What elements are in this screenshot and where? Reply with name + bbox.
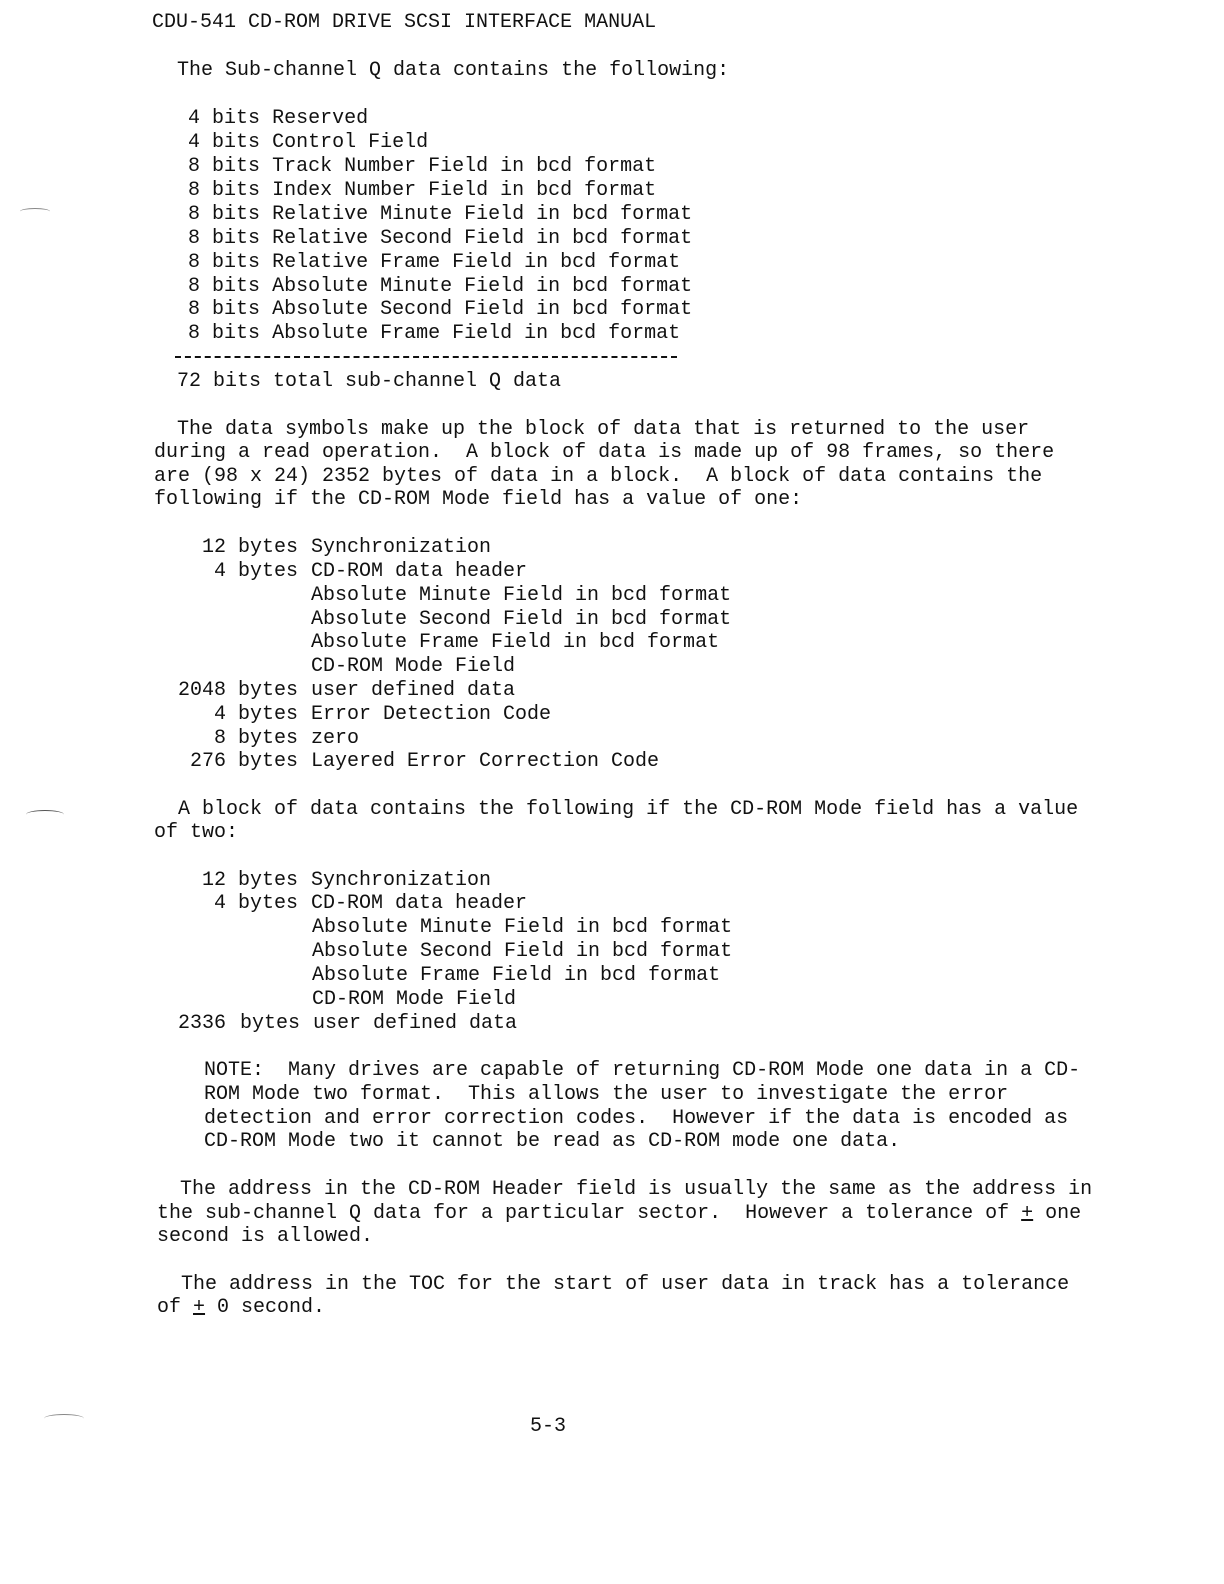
field-size: 4 [188, 131, 201, 154]
subq-total: 72 bits total sub-channel Q data [177, 370, 562, 393]
block-row-desc: Error Detection Code [311, 703, 552, 726]
subq-field-row [188, 275, 692, 299]
block-row-size: 8 [213, 727, 226, 750]
field-size: 8 [188, 203, 201, 226]
subq-field-row [188, 251, 680, 275]
paragraph-text: 0 second. [205, 1296, 326, 1319]
field-desc: Control Field [272, 131, 429, 154]
block-row-desc: Synchronization [311, 536, 492, 559]
field-desc: Index Number Field in bcd format [272, 179, 657, 202]
paragraph-line [157, 1296, 325, 1320]
paragraph-line: during a read operation. A block of data is made up of 98 frames, so there [154, 441, 1055, 464]
field-desc: Absolute Frame Field in bcd format [272, 322, 681, 345]
block-row-desc: user defined data [313, 1012, 518, 1035]
block-row-desc: Absolute Minute Field in bcd format [311, 584, 732, 607]
block-row-desc: CD-ROM Mode Field [312, 988, 517, 1011]
paragraph-line: are (98 x 24) 2352 bytes of data in a block. A block of data contains the [154, 465, 1043, 488]
block-row-unit: bytes [238, 703, 299, 726]
scan-artifact [44, 1414, 84, 1423]
field-unit: bits [212, 322, 261, 345]
paragraph-line: second is allowed. [157, 1225, 374, 1248]
block-row-unit: bytes [238, 869, 299, 892]
field-size: 4 [188, 107, 201, 130]
field-unit: bits [212, 179, 261, 202]
field-unit: bits [212, 275, 261, 298]
field-size: 8 [188, 251, 201, 274]
field-unit: bits [212, 298, 261, 321]
plus-minus-symbol: + [193, 1296, 206, 1319]
note-line: detection and error correction codes. However if the data is encoded as [204, 1107, 1069, 1130]
page-header-title: CDU-541 CD-ROM DRIVE SCSI INTERFACE MANUAL [152, 11, 657, 34]
field-size: 8 [188, 227, 201, 250]
paragraph-line: of two: [154, 821, 239, 844]
block-row-desc: Absolute Minute Field in bcd format [312, 916, 733, 939]
paragraph-line: The address in the CD-ROM Header field is usually the same as the address in [180, 1178, 1093, 1201]
paragraph-line [157, 1202, 1081, 1226]
block-row-unit: bytes [238, 536, 299, 559]
subq-field-row [188, 203, 692, 227]
paragraph-text: the sub-channel Q data for a particular sector. However a tolerance of [157, 1202, 1022, 1225]
field-desc: Relative Frame Field in bcd format [272, 251, 681, 274]
field-size: 8 [188, 155, 201, 178]
paragraph-line: A block of data contains the following if the CD-ROM Mode field has a value [178, 798, 1079, 821]
block-row-desc: Layered Error Correction Code [311, 750, 660, 773]
block-row-size: 2336 [177, 1012, 226, 1035]
block-row-size: 2048 [177, 679, 226, 702]
block-row-size: 12 [201, 869, 226, 892]
subq-field-row [188, 227, 692, 251]
block-row-desc: Synchronization [311, 869, 492, 892]
block-row-unit: bytes [238, 727, 299, 750]
field-desc: Relative Second Field in bcd format [272, 227, 693, 250]
block-row-desc: Absolute Frame Field in bcd format [311, 631, 720, 654]
field-desc: Track Number Field in bcd format [272, 155, 657, 178]
field-desc: Reserved [272, 107, 369, 130]
block-row-desc: zero [311, 727, 360, 750]
field-size: 8 [188, 275, 201, 298]
paragraph-line: following if the CD-ROM Mode field has a value of one: [154, 488, 803, 511]
block-row-desc: Absolute Second Field in bcd format [312, 940, 733, 963]
subq-field-row [188, 155, 656, 179]
paragraph-text: of [157, 1296, 194, 1319]
paragraph-line: The address in the TOC for the start of user data in track has a tolerance [181, 1273, 1070, 1296]
total-divider-rule [175, 356, 677, 358]
note-line: NOTE: Many drives are capable of returning CD-ROM Mode one data in a CD- [204, 1059, 1081, 1082]
field-desc: Relative Minute Field in bcd format [272, 203, 693, 226]
field-unit: bits [212, 203, 261, 226]
field-desc: Absolute Minute Field in bcd format [272, 275, 693, 298]
field-size: 8 [188, 322, 201, 345]
block-row-desc: CD-ROM data header [311, 892, 528, 915]
block-row-size: 4 [213, 703, 226, 726]
field-unit: bits [212, 227, 261, 250]
subq-field-row [188, 298, 692, 322]
page-number: 5-3 [530, 1415, 567, 1438]
note-line: ROM Mode two format. This allows the user to investigate the error [204, 1083, 1009, 1106]
field-desc: Absolute Second Field in bcd format [272, 298, 693, 321]
block-row-desc: CD-ROM Mode Field [311, 655, 516, 678]
field-unit: bits [212, 131, 261, 154]
block-row-size: 12 [201, 536, 226, 559]
plus-minus-symbol: + [1021, 1202, 1034, 1225]
subq-field-row [188, 107, 368, 131]
field-unit: bits [212, 251, 261, 274]
block-row-unit: bytes [240, 1012, 301, 1035]
field-size: 8 [188, 179, 201, 202]
note-line: CD-ROM Mode two it cannot be read as CD-ROM mode one data. [204, 1130, 901, 1153]
block-row-unit: bytes [238, 892, 299, 915]
scan-artifact [26, 810, 64, 819]
field-unit: bits [212, 155, 261, 178]
block-row-desc: CD-ROM data header [311, 560, 528, 583]
subq-intro: The Sub-channel Q data contains the following: [177, 59, 730, 82]
block-row-size: 4 [213, 892, 226, 915]
block-row-size: 4 [213, 560, 226, 583]
block-row-desc: user defined data [311, 679, 516, 702]
block-row-unit: bytes [238, 560, 299, 583]
block-row-desc: Absolute Second Field in bcd format [311, 608, 732, 631]
block-row-desc: Absolute Frame Field in bcd format [312, 964, 721, 987]
paragraph-line: The data symbols make up the block of data that is returned to the user [177, 418, 1030, 441]
field-unit: bits [212, 107, 261, 130]
paragraph-text: one [1033, 1202, 1082, 1225]
subq-field-row [188, 322, 680, 346]
block-row-size: 276 [189, 750, 226, 773]
field-size: 8 [188, 298, 201, 321]
subq-field-row [188, 131, 428, 155]
scan-artifact [20, 208, 50, 215]
block-row-unit: bytes [238, 750, 299, 773]
subq-field-row [188, 179, 656, 203]
block-row-unit: bytes [238, 679, 299, 702]
